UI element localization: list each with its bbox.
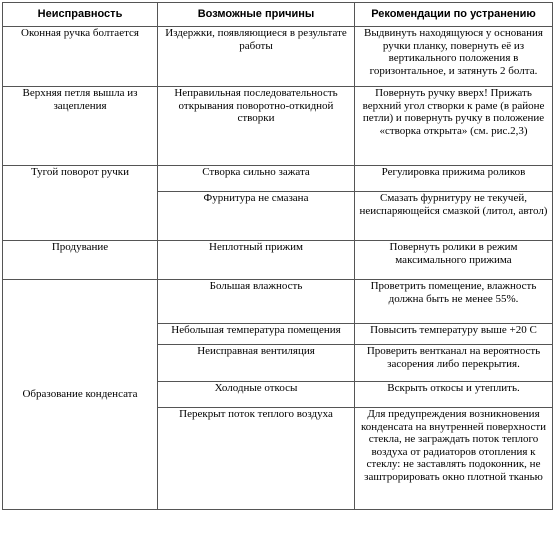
fault-cell: Оконная ручка болтается [3,27,158,87]
cause-cell: Большая влажность [158,280,355,324]
fault-cell: Продувание [3,241,158,280]
remedy-cell: Вскрыть откосы и утеплить. [355,382,553,408]
cause-cell: Холодные откосы [158,382,355,408]
table-row [3,241,553,280]
remedy-cell: Проверить вентканал на вероятность засорения либо перекрытия. [355,345,553,382]
fault-cell: Образование конденсата [3,280,158,510]
cause-cell: Небольшая температура помещения [158,324,355,345]
remedy-cell: Проветрить помещение, влажность должна быть не менее 55%. [355,280,553,324]
cause-cell: Неправильная последовательность открывания поворотно-откидной створки [158,87,355,166]
fault-cell: Верхняя петля вышла из зацепления [3,87,158,166]
remedy-cell: Для предупреждения возникновения конденсата на внутренней поверхности стекла, не заграждать поток теплого воздуха от радиаторов отопления к стеклу: не заставлять подоконник, не заштрорировать окно плотной тканью [355,408,553,510]
header-remedy: Рекомендации по устранению [355,3,553,27]
cause-cell: Неисправная вентиляция [158,345,355,382]
header-fault: Неисправность [3,3,158,27]
remedy-cell: Выдвинуть находящуюся у основания ручки планку, повернуть её из вертикального положения в горизонтальное, и затянуть 2 болта. [355,27,553,87]
remedy-cell: Повернуть ручку вверх! Прижать верхний угол створки к раме (в районе петли) и повернуть ручку в положение «створка открыта» (см. рис.2,3) [355,87,553,166]
remedy-cell: Повысить температуру выше +20 С [355,324,553,345]
cause-cell: Неплотный прижим [158,241,355,280]
cause-cell: Фурнитура не смазана [158,192,355,241]
remedy-cell: Смазать фурнитуру не текучей, неиспаряющейся смазкой (литол, автол) [355,192,553,241]
cause-cell: Издержки, появляющиеся в результате работы [158,27,355,87]
cause-cell: Створка сильно зажата [158,166,355,192]
table-row [3,166,553,192]
troubleshooting-table [2,2,553,510]
remedy-cell: Регулировка прижима роликов [355,166,553,192]
fault-cell: Тугой поворот ручки [3,166,158,241]
table-row [3,280,553,324]
table-row [3,27,553,87]
cause-cell: Перекрыт поток теплого воздуха [158,408,355,510]
remedy-cell: Повернуть ролики в режим максимального прижима [355,241,553,280]
table-row [3,87,553,166]
table-header-row [3,3,553,27]
header-causes: Возможные причины [158,3,355,27]
